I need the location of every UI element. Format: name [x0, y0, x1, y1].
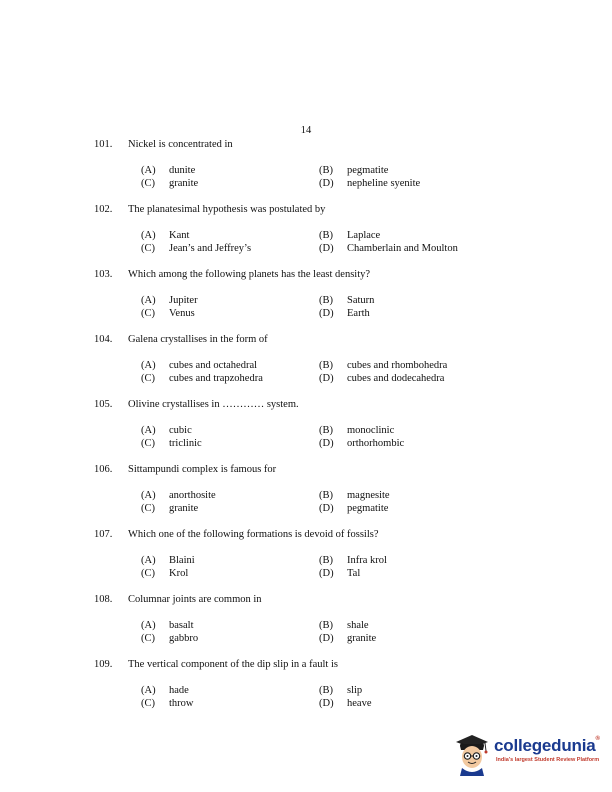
option-text: Chamberlain and Moulton	[347, 243, 458, 254]
option-letter: (A)	[141, 295, 156, 306]
question-text: The planatesimal hypothesis was postulated by	[128, 204, 326, 215]
question-text: Which among the following planets has the least density?	[128, 269, 371, 280]
option-text: nepheline syenite	[347, 178, 421, 189]
graduate-mascot-icon	[452, 732, 492, 776]
option-letter: (C)	[141, 178, 155, 189]
option-text: triclinic	[169, 438, 202, 449]
option-text: dunite	[169, 165, 196, 176]
option-text: Saturn	[347, 295, 375, 306]
option-letter: (A)	[141, 555, 156, 566]
option-letter: (C)	[141, 698, 155, 709]
option-text: granite	[169, 503, 199, 514]
option-letter: (D)	[319, 373, 334, 384]
option-letter: (B)	[319, 685, 333, 696]
question-number: 105.	[94, 399, 113, 410]
question-number: 106.	[94, 464, 113, 475]
option-letter: (D)	[319, 308, 334, 319]
option-text: pegmatite	[347, 165, 389, 176]
option-letter: (B)	[319, 360, 333, 371]
option-text: cubes and dodecahedra	[347, 373, 445, 384]
logo-tagline: India's largest Student Review Platform	[496, 757, 600, 763]
page-number: 14	[300, 125, 312, 136]
question-item	[94, 398, 514, 449]
option-letter: (C)	[141, 633, 155, 644]
question-number: 109.	[94, 659, 113, 670]
question-text: Olivine crystallises in ………… system.	[128, 399, 299, 410]
option-letter: (D)	[319, 633, 334, 644]
option-text: Infra krol	[347, 555, 387, 566]
option-letter: (C)	[141, 503, 155, 514]
option-text: basalt	[169, 620, 194, 631]
option-letter: (A)	[141, 165, 156, 176]
option-text: Kant	[169, 230, 190, 241]
question-number: 108.	[94, 594, 113, 605]
option-text: hade	[169, 685, 189, 696]
question-text: The vertical component of the dip slip in a fault is	[128, 659, 338, 670]
option-letter: (C)	[141, 438, 155, 449]
option-text: shale	[347, 620, 369, 631]
option-text: Earth	[347, 308, 370, 319]
question-item	[94, 333, 514, 384]
option-text: Venus	[169, 308, 195, 319]
question-item	[94, 593, 514, 644]
option-text: cubes and octahedral	[169, 360, 258, 371]
option-text: pegmatite	[347, 503, 389, 514]
option-text: Jean’s and Jeffrey’s	[169, 243, 252, 254]
option-text: orthorhombic	[347, 438, 405, 449]
option-text: anorthosite	[169, 490, 216, 501]
question-item	[94, 138, 514, 189]
question-item	[94, 528, 514, 579]
option-letter: (D)	[319, 178, 334, 189]
option-letter: (C)	[141, 568, 155, 579]
question-number: 107.	[94, 529, 113, 540]
question-number: 102.	[94, 204, 113, 215]
option-text: heave	[347, 698, 372, 709]
option-letter: (B)	[319, 490, 333, 501]
question-item	[94, 658, 514, 709]
option-letter: (B)	[319, 230, 333, 241]
option-letter: (A)	[141, 620, 156, 631]
question-item	[94, 203, 514, 254]
option-letter: (B)	[319, 425, 333, 436]
option-letter: (A)	[141, 490, 156, 501]
option-text: granite	[169, 178, 199, 189]
option-letter: (B)	[319, 555, 333, 566]
option-text: Krol	[169, 568, 189, 579]
option-letter: (D)	[319, 698, 334, 709]
option-text: cubic	[169, 425, 192, 436]
option-letter: (C)	[141, 373, 155, 384]
option-text: Blaini	[169, 555, 195, 566]
option-letter: (B)	[319, 165, 333, 176]
option-letter: (D)	[319, 503, 334, 514]
option-letter: (D)	[319, 438, 334, 449]
option-letter: (B)	[319, 295, 333, 306]
option-letter: (A)	[141, 230, 156, 241]
option-letter: (D)	[319, 568, 334, 579]
question-number: 104.	[94, 334, 113, 345]
logo-wordmark: collegedunia®	[494, 736, 600, 755]
option-text: cubes and rhombohedra	[347, 360, 448, 371]
question-item	[94, 463, 514, 514]
option-text: throw	[169, 698, 194, 709]
option-text: slip	[347, 685, 363, 696]
option-text: magnesite	[347, 490, 390, 501]
option-letter: (D)	[319, 243, 334, 254]
question-text: Which one of the following formations is devoid of fossils?	[128, 529, 379, 540]
question-text: Columnar joints are common in	[128, 594, 262, 605]
option-letter: (A)	[141, 425, 156, 436]
option-text: cubes and trapzohedra	[169, 373, 263, 384]
collegedunia-logo	[452, 730, 604, 778]
option-letter: (C)	[141, 308, 155, 319]
option-text: Laplace	[347, 230, 381, 241]
option-text: Jupiter	[169, 295, 198, 306]
option-letter: (C)	[141, 243, 155, 254]
question-text: Sittampundi complex is famous for	[128, 464, 277, 475]
question-item	[94, 268, 514, 319]
option-text: granite	[347, 633, 377, 644]
option-text: Tal	[347, 568, 361, 579]
option-text: monoclinic	[347, 425, 395, 436]
question-text: Nickel is concentrated in	[128, 139, 233, 150]
option-letter: (A)	[141, 685, 156, 696]
option-letter: (A)	[141, 360, 156, 371]
option-text: gabbro	[169, 633, 199, 644]
question-text: Galena crystallises in the form of	[128, 334, 268, 345]
question-number: 101.	[94, 139, 113, 150]
option-letter: (B)	[319, 620, 333, 631]
question-number: 103.	[94, 269, 113, 280]
